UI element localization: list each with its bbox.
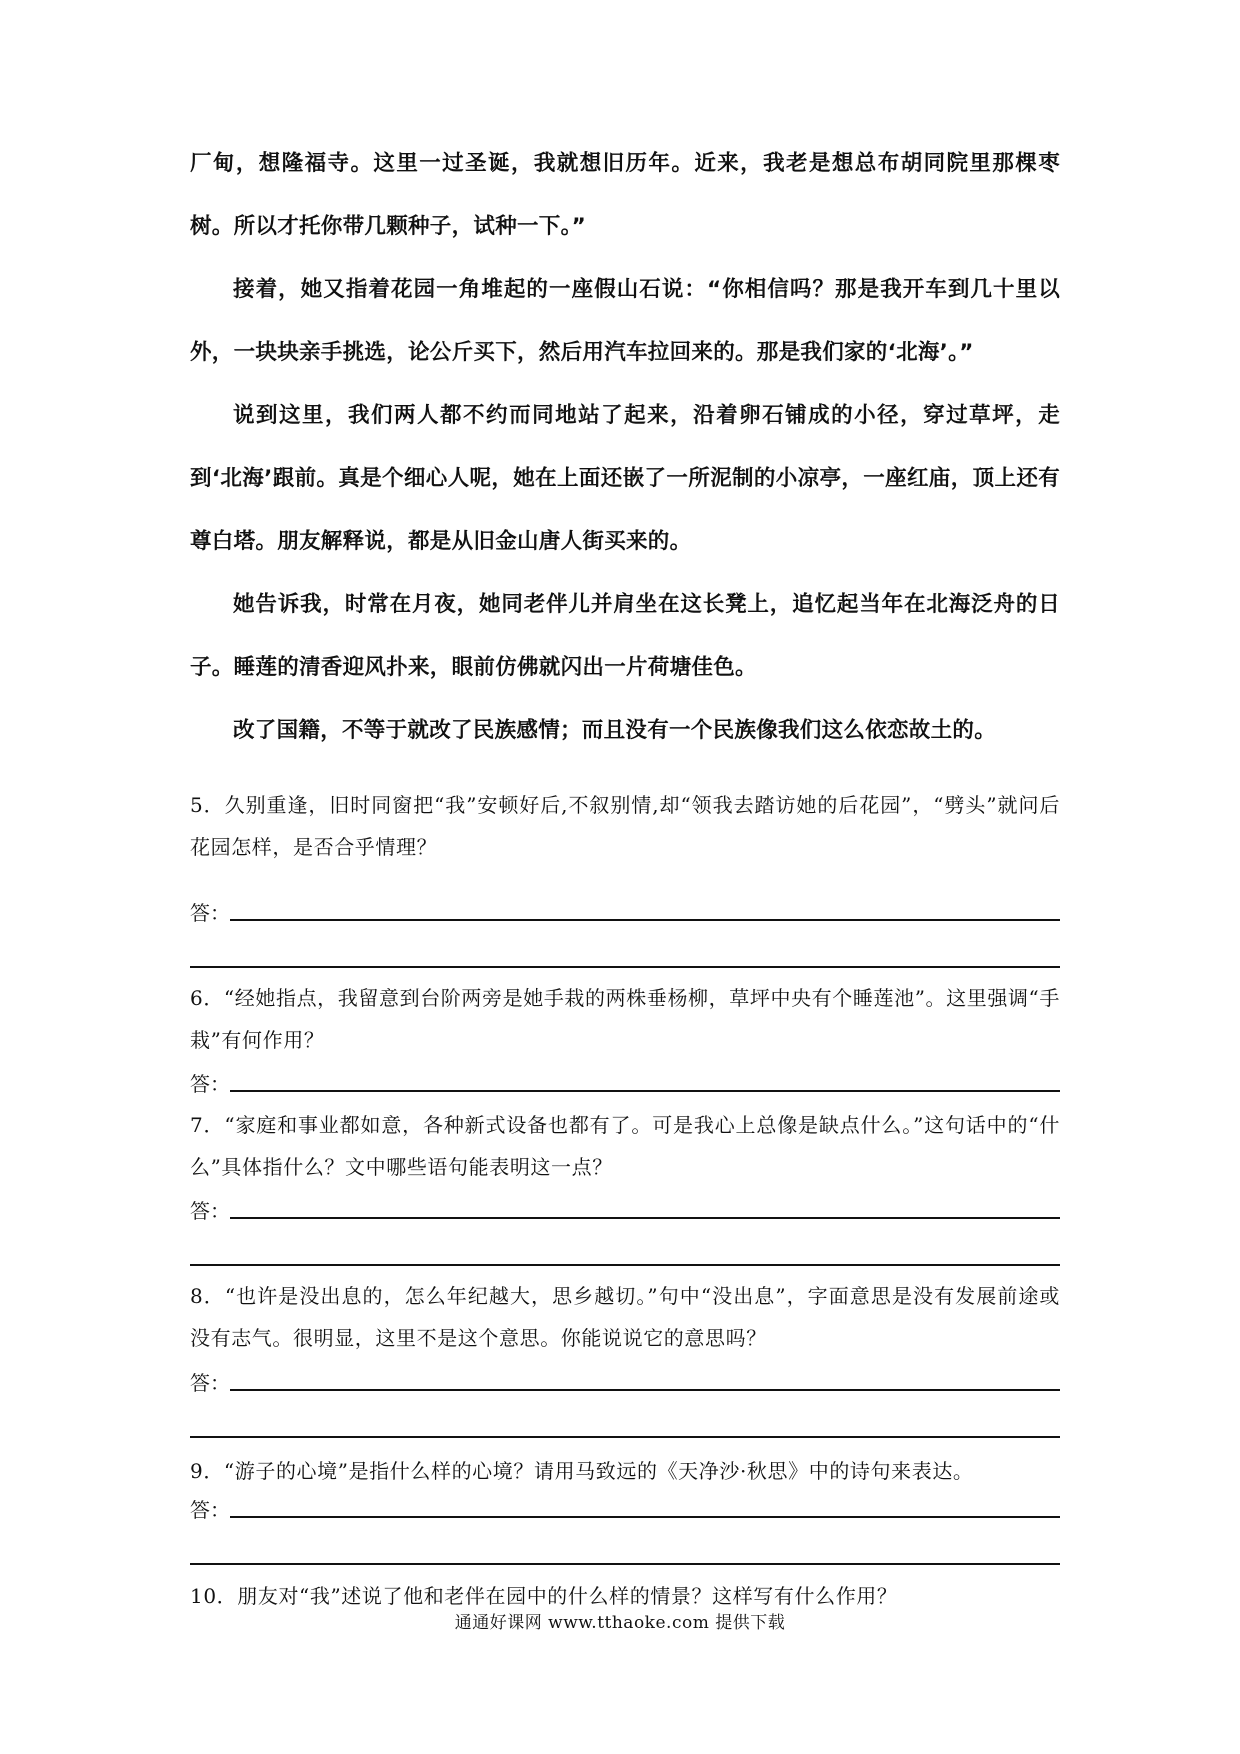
- answer-line[interactable]: [190, 966, 1060, 968]
- answer-line[interactable]: [190, 1563, 1060, 1565]
- answer-line[interactable]: [190, 1264, 1060, 1266]
- answer-field[interactable]: [190, 1064, 1060, 1098]
- answer-line: [230, 1516, 1060, 1518]
- answer-label: 答：: [190, 901, 230, 925]
- page-footer: 通通好课网 www.tthaoke.com 提供下载: [454, 1613, 786, 1633]
- answer-label: 答：: [190, 1498, 230, 1522]
- answer-line: [230, 1217, 1060, 1219]
- question-7: 7．“家庭和事业都如意，各种新式设备也都有了。可是我心上总像是缺点什么。”这句话中的“什么”具体指什么？文中哪些语句能表明这一点？: [190, 1113, 1060, 1179]
- question-10: 10．朋友对“我”述说了他和老伴在园中的什么样的情景？这样写有什么作用？: [190, 1584, 898, 1608]
- passage-paragraph: 接着，她又指着花园一角堆起的一座假山石说：“你相信吗？那是我开车到几十里以外，一块块亲手挑选，论公斤买下，然后用汽车拉回来的。那是我们家的‘北海’。”: [190, 277, 1060, 365]
- question-5: 5．久别重逢，旧时同窗把“我”安顿好后,不叙别情,却“领我去踏访她的后花园”，“劈头”就问后花园怎样，是否合乎情理？: [190, 793, 1060, 859]
- answer-field[interactable]: [190, 1363, 1060, 1397]
- passage-paragraph: 说到这里，我们两人都不约而同地站了起来，沿着卵石铺成的小径，穿过草坪，走到‘北海’跟前。真是个细心人呢，她在上面还嵌了一所泥制的小凉亭，一座红庙，顶上还有尊白塔。朋友解释说，都是从旧金山唐人街买来的。: [190, 403, 1060, 554]
- answer-field[interactable]: [190, 1191, 1060, 1225]
- question-9: 9．“游子的心境”是指什么样的心境？请用马致远的《天净沙·秋思》中的诗句来表达。: [190, 1459, 974, 1483]
- answer-line[interactable]: [190, 1436, 1060, 1438]
- answer-line: [230, 919, 1060, 921]
- passage-paragraph: 厂甸，想隆福寺。这里一过圣诞，我就想旧历年。近来，我老是想总布胡同院里那棵枣树。所以才托你带几颗种子，试种一下。”: [190, 151, 1060, 239]
- passage-paragraph: 改了国籍，不等于就改了民族感情；而且没有一个民族像我们这么依恋故土的。: [233, 718, 997, 743]
- answer-label: 答：: [190, 1072, 230, 1096]
- answer-label: 答：: [190, 1199, 230, 1223]
- answer-field[interactable]: [190, 1490, 1060, 1524]
- answer-line: [230, 1389, 1060, 1391]
- answer-field[interactable]: [190, 893, 1060, 927]
- answer-label: 答：: [190, 1371, 230, 1395]
- question-6: 6．“经她指点，我留意到台阶两旁是她手栽的两株垂杨柳，草坪中央有个睡莲池”。这里强调“手栽”有何作用？: [190, 986, 1060, 1052]
- passage-paragraph: 她告诉我，时常在月夜，她同老伴儿并肩坐在这长凳上，追忆起当年在北海泛舟的日子。睡莲的清香迎风扑来，眼前仿佛就闪出一片荷塘佳色。: [190, 592, 1060, 680]
- answer-line: [230, 1090, 1060, 1092]
- question-8: 8．“也许是没出息的，怎么年纪越大，思乡越切。”句中“没出息”，字面意思是没有发展前途或没有志气。很明显，这里不是这个意思。你能说说它的意思吗？: [190, 1284, 1060, 1350]
